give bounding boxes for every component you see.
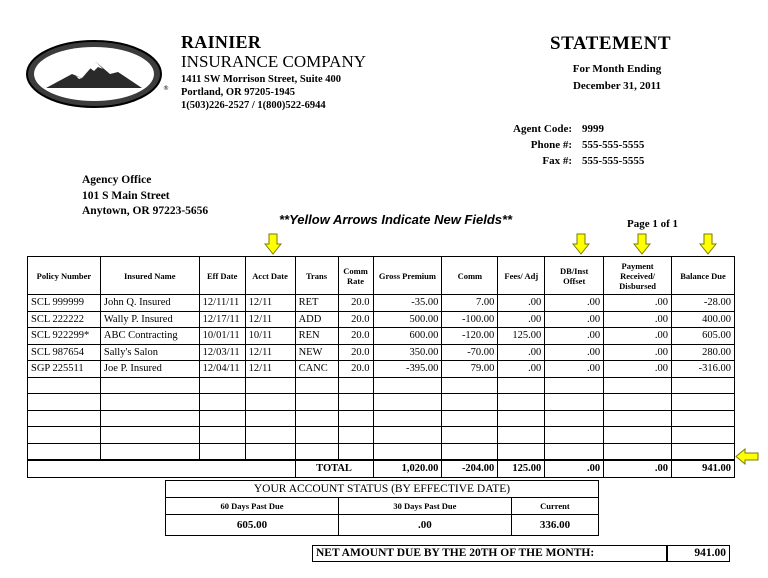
table-cell [100,377,199,394]
table-cell [28,394,101,411]
table-cell: .00 [498,295,545,312]
column-header: Fees/ Adj [498,257,545,295]
table-cell [100,427,199,444]
account-status [165,480,599,536]
column-header: Acct Date [245,257,295,295]
table-cell [338,394,373,411]
table-cell [373,410,442,427]
table-cell [338,410,373,427]
page-number: Page 1 of 1 [627,218,679,230]
period-date: December 31, 2011 [572,80,662,92]
status-label: 60 Days Past Due [166,498,339,515]
column-header: DB/Inst Offset [545,257,604,295]
table-cell [545,377,604,394]
agent-code-row [480,121,644,137]
new-field-arrow-icon [572,233,590,255]
column-header: Comm [442,257,498,295]
table-cell [373,427,442,444]
table-cell [498,394,545,411]
table-cell [672,443,735,460]
column-header: Balance Due [672,257,735,295]
total-row [28,460,735,477]
balance-arrow-icon [735,448,759,465]
empty-row [28,394,735,411]
total-comm: -204.00 [442,460,498,477]
table-cell: .00 [604,295,672,312]
table-cell [245,410,295,427]
address-line: Portland, OR 97205-1945 [181,87,296,98]
table-cell: 12/11 [245,311,295,328]
table-cell [295,427,338,444]
table-row [28,295,735,312]
column-header: Insured Name [100,257,199,295]
table-cell: CANC [295,361,338,378]
table-cell [100,394,199,411]
agent-fax-label: Fax #: [542,155,572,167]
table-cell [373,394,442,411]
table-cell: John Q. Insured [100,295,199,312]
agent-phone-row [480,137,644,153]
table-cell [295,377,338,394]
table-cell: SGP 225511 [28,361,101,378]
table-cell: 125.00 [498,328,545,345]
table-cell [245,394,295,411]
table-cell [100,410,199,427]
statement-table [27,256,735,478]
status-label: 30 Days Past Due [338,498,511,515]
table-cell: 20.0 [338,361,373,378]
table-cell: REN [295,328,338,345]
table-cell: 12/11 [245,361,295,378]
table-cell [498,410,545,427]
table-cell: -70.00 [442,344,498,361]
table-cell [295,394,338,411]
table-cell: .00 [545,328,604,345]
table-cell: 12/11 [245,295,295,312]
table-cell: SCL 987654 [28,344,101,361]
table-cell [442,377,498,394]
agent-info [480,121,644,169]
table-cell: .00 [604,344,672,361]
table-cell: 20.0 [338,311,373,328]
table-cell: -395.00 [373,361,442,378]
table-cell: ADD [295,311,338,328]
table-cell [604,427,672,444]
total-gross: 1,020.00 [373,460,442,477]
total-label: TOTAL [295,460,373,477]
agent-code-label: Agent Code: [513,123,572,135]
table-cell [295,443,338,460]
table-cell [604,394,672,411]
statement-title: STATEMENT [550,33,671,54]
table-cell: 10/01/11 [199,328,245,345]
table-cell [498,377,545,394]
table-cell [28,410,101,427]
table-cell: Wally P. Insured [100,311,199,328]
table-cell [498,427,545,444]
new-field-arrow-icon [633,233,651,255]
table-cell [672,377,735,394]
table-cell [442,427,498,444]
table-cell: -120.00 [442,328,498,345]
table-cell [442,443,498,460]
svg-text:®: ® [163,85,169,92]
agent-fax-row [480,153,644,169]
table-cell: 20.0 [338,328,373,345]
table-cell [442,394,498,411]
table-cell: 605.00 [672,328,735,345]
table-cell [545,427,604,444]
table-cell: 12/04/11 [199,361,245,378]
table-cell: 20.0 [338,344,373,361]
table-cell: 12/17/11 [199,311,245,328]
agency-address [82,173,208,220]
table-cell: 79.00 [442,361,498,378]
column-header: Trans [295,257,338,295]
empty-row [28,443,735,460]
column-header: Comm Rate [338,257,373,295]
table-cell [373,443,442,460]
empty-row [28,410,735,427]
table-cell [199,443,245,460]
company-logo [24,38,170,110]
table-cell [28,377,101,394]
table-cell [295,410,338,427]
table-cell [245,377,295,394]
table-cell: -100.00 [442,311,498,328]
table-cell [338,377,373,394]
table-cell: .00 [545,311,604,328]
table-cell: .00 [604,328,672,345]
table-cell: -35.00 [373,295,442,312]
phone-line: 1(503)226-2527 / 1(800)522-6944 [181,100,326,111]
agent-phone-value: 555-555-5555 [582,139,645,151]
agency-street: 101 S Main Street [82,189,170,202]
table-cell: ABC Contracting [100,328,199,345]
new-field-arrow-icon [699,233,717,255]
total-balance: 941.00 [672,460,735,477]
total-fees: 125.00 [498,460,545,477]
table-cell [338,443,373,460]
table-cell [28,427,101,444]
empty-row [28,377,735,394]
status-label: Current [511,498,598,515]
table-cell: SCL 922299* [28,328,101,345]
column-header: Eff Date [199,257,245,295]
table-cell [199,377,245,394]
table-cell [604,443,672,460]
status-value: 605.00 [166,515,339,536]
new-fields-note: **Yellow Arrows Indicate New Fields** [279,212,513,227]
account-status-title: YOUR ACCOUNT STATUS (BY EFFECTIVE DATE) [166,481,599,498]
table-row [28,328,735,345]
agent-code-value: 9999 [582,123,604,135]
table-cell: -28.00 [672,295,735,312]
table-cell: -316.00 [672,361,735,378]
table-cell: 12/11/11 [199,295,245,312]
table-cell: 12/11 [245,344,295,361]
table-cell: Sally's Salon [100,344,199,361]
table-row [28,344,735,361]
column-header: Payment Received/ Disbursed [604,257,672,295]
total-db-offset: .00 [545,460,604,477]
table-cell: NEW [295,344,338,361]
table-cell: SCL 222222 [28,311,101,328]
table-header-row [28,257,735,295]
table-row [28,361,735,378]
table-cell: 400.00 [672,311,735,328]
table-cell: 10/11 [245,328,295,345]
table-cell [545,443,604,460]
table-cell: RET [295,295,338,312]
table-cell [498,443,545,460]
table-cell: 350.00 [373,344,442,361]
table-cell: .00 [545,295,604,312]
table-cell: 7.00 [442,295,498,312]
company-address [181,73,341,112]
table-cell [373,377,442,394]
table-cell: Joe P. Insured [100,361,199,378]
agency-name: Agency Office [82,174,152,186]
table-cell [338,427,373,444]
table-cell: .00 [604,361,672,378]
table-cell [545,410,604,427]
table-cell [672,427,735,444]
net-amount-value: 941.00 [667,545,730,562]
statement-period [566,61,668,95]
table-cell [672,410,735,427]
agency-city: Anytown, OR 97223-5656 [82,205,209,217]
net-amount-label: NET AMOUNT DUE BY THE 20TH OF THE MONTH: [312,545,667,562]
period-label: For Month Ending [572,63,662,75]
table-row [28,311,735,328]
table-cell: 12/03/11 [199,344,245,361]
table-cell [199,427,245,444]
table-cell: .00 [545,344,604,361]
table-cell [245,443,295,460]
total-payment: .00 [604,460,672,477]
column-header: Gross Premium [373,257,442,295]
company-name: RAINIER [181,32,262,52]
table-cell: 500.00 [373,311,442,328]
table-cell [28,443,101,460]
table-cell [199,410,245,427]
table-cell: 600.00 [373,328,442,345]
table-cell [672,394,735,411]
column-header: Policy Number [28,257,101,295]
table-cell: .00 [498,361,545,378]
agent-phone-label: Phone #: [530,139,572,151]
status-value: 336.00 [511,515,598,536]
table-cell: .00 [545,361,604,378]
company-name-sub: INSURANCE COMPANY [181,52,366,71]
table-cell [245,427,295,444]
empty-row [28,427,735,444]
table-cell: SCL 999999 [28,295,101,312]
table-cell [545,394,604,411]
table-cell: .00 [604,311,672,328]
agent-fax-value: 555-555-5555 [582,155,645,167]
new-field-arrow-icon [264,233,282,255]
table-cell: .00 [498,311,545,328]
table-cell [604,410,672,427]
table-cell: .00 [498,344,545,361]
table-cell: 280.00 [672,344,735,361]
table-cell [604,377,672,394]
table-cell [442,410,498,427]
table-cell: 20.0 [338,295,373,312]
total-spacer [28,460,296,477]
table-cell [100,443,199,460]
status-value: .00 [338,515,511,536]
table-cell [199,394,245,411]
address-line: 1411 SW Morrison Street, Suite 400 [181,74,342,85]
